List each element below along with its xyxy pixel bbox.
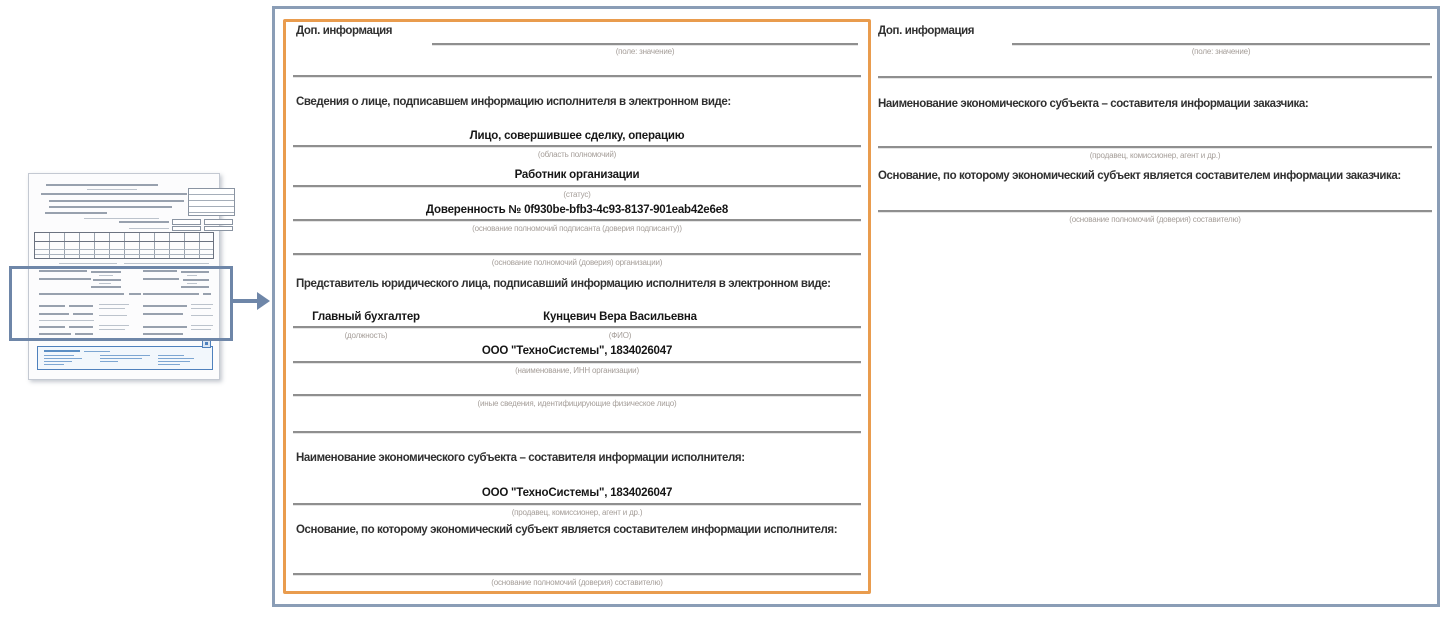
- thumb-line: [59, 263, 117, 264]
- field-caption: (статус): [563, 190, 591, 199]
- thumb-line: [129, 228, 169, 229]
- thumb-stamp-line: [44, 358, 82, 359]
- position-value: Главный бухгалтер: [312, 311, 420, 323]
- field-caption: (основание полномочий (доверия) составителю): [491, 578, 663, 587]
- thumb-line: [87, 189, 137, 190]
- status-value: Работник организации: [514, 169, 640, 181]
- field-underline: [293, 361, 861, 363]
- thumb-table-line: [35, 241, 213, 242]
- authority-value: Лицо, совершившее сделку, операцию: [469, 130, 685, 142]
- field-underline: [293, 253, 861, 255]
- thumb-stamp-line: [158, 361, 190, 362]
- thumb-line: [49, 206, 172, 208]
- thumb-table-line: [35, 249, 213, 250]
- thumb-signature-stamp-box: [37, 346, 213, 370]
- representative-heading: Представитель юридического лица, подписавший информацию исполнителя в электронном виде:: [296, 278, 831, 290]
- field-underline: [293, 503, 861, 505]
- field-underline: [432, 43, 858, 45]
- fio-value: Кунцевич Вера Васильевна: [543, 311, 697, 323]
- field-caption: (должность): [344, 331, 388, 340]
- thumb-stamp-line: [44, 355, 74, 356]
- field-caption: (продавец, комиссионер, агент и др.): [511, 508, 643, 517]
- field-underline: [293, 326, 861, 328]
- field-caption: (ФИО): [608, 331, 632, 340]
- thumb-line: [49, 200, 184, 202]
- thumb-stamp-line: [44, 364, 64, 365]
- composer-heading: Наименование экономического субъекта – составителя информации исполнителя:: [296, 452, 745, 464]
- thumb-status-box: [172, 219, 201, 225]
- basis-value: Доверенность № 0f930be-bfb3-4c93-8137-901eab42e6e8: [425, 204, 729, 216]
- field-caption: (иные сведения, идентифицирующие физическое лицо): [477, 399, 677, 408]
- composer-heading: Наименование экономического субъекта – составителя информации заказчика:: [878, 98, 1309, 110]
- thumb-stamp-line: [158, 358, 194, 359]
- thumb-stamp-line: [44, 350, 80, 352]
- field-caption: (основание полномочий (доверия) составителю): [1069, 215, 1241, 224]
- reason-heading: Основание, по которому экономический субъект является составителем информации заказчика:: [878, 170, 1401, 182]
- org-value: ООО "ТехноСистемы", 1834026047: [481, 345, 673, 357]
- thumb-line: [124, 263, 209, 264]
- arrow-line: [233, 299, 259, 303]
- separator-line: [293, 75, 861, 77]
- zoom-selection-rectangle[interactable]: [9, 266, 233, 341]
- dop-info-label: Доп. информация: [878, 25, 975, 37]
- field-underline: [878, 146, 1432, 148]
- field-caption: (область полномочий): [537, 150, 617, 159]
- field-caption: (наименование, ИНН организации): [515, 366, 639, 375]
- thumb-stamp-line: [100, 355, 150, 356]
- thumb-line: [46, 184, 158, 186]
- signer-heading: Сведения о лице, подписавшем информацию исполнителя в электронном виде:: [296, 96, 731, 108]
- thumb-status-box: [204, 219, 233, 225]
- thumb-stamp-line: [158, 364, 180, 365]
- field-underline: [293, 185, 861, 187]
- field-caption: (поле: значение): [1191, 47, 1251, 56]
- thumb-goods-table: [34, 232, 214, 259]
- dop-info-label: Доп. информация: [296, 25, 393, 37]
- field-underline: [293, 573, 861, 575]
- thumb-line: [45, 212, 107, 214]
- thumb-stamp-line: [84, 351, 110, 352]
- thumb-status-box: [172, 226, 201, 231]
- thumb-stamp-line: [100, 361, 118, 362]
- composer-value: ООО "ТехноСистемы", 1834026047: [481, 487, 673, 499]
- field-caption: (поле: значение): [615, 47, 675, 56]
- reason-heading: Основание, по которому экономический субъект является составителем информации исполнителя:: [296, 524, 838, 536]
- thumb-summary-box: [188, 188, 235, 216]
- separator-line: [878, 76, 1432, 78]
- field-underline: [293, 394, 861, 396]
- thumb-status-box: [204, 226, 233, 231]
- thumb-table-line: [35, 254, 213, 255]
- separator-line: [293, 431, 861, 433]
- field-caption: (продавец, комиссионер, агент и др.): [1089, 151, 1221, 160]
- thumb-stamp-line: [100, 358, 142, 359]
- field-underline: [293, 219, 861, 221]
- field-underline: [878, 210, 1432, 212]
- field-caption: (основание полномочий подписанта (доверия подписанту)): [472, 224, 682, 233]
- field-underline: [293, 145, 861, 147]
- field-caption: (основание полномочий (доверия) организации): [491, 258, 663, 267]
- thumb-line: [84, 218, 159, 219]
- arrow-head-icon: [257, 292, 270, 310]
- field-underline: [1012, 43, 1430, 45]
- thumb-line: [119, 221, 169, 223]
- thumb-line: [41, 193, 187, 195]
- thumb-stamp-line: [44, 361, 72, 362]
- thumb-stamp-line: [158, 355, 184, 356]
